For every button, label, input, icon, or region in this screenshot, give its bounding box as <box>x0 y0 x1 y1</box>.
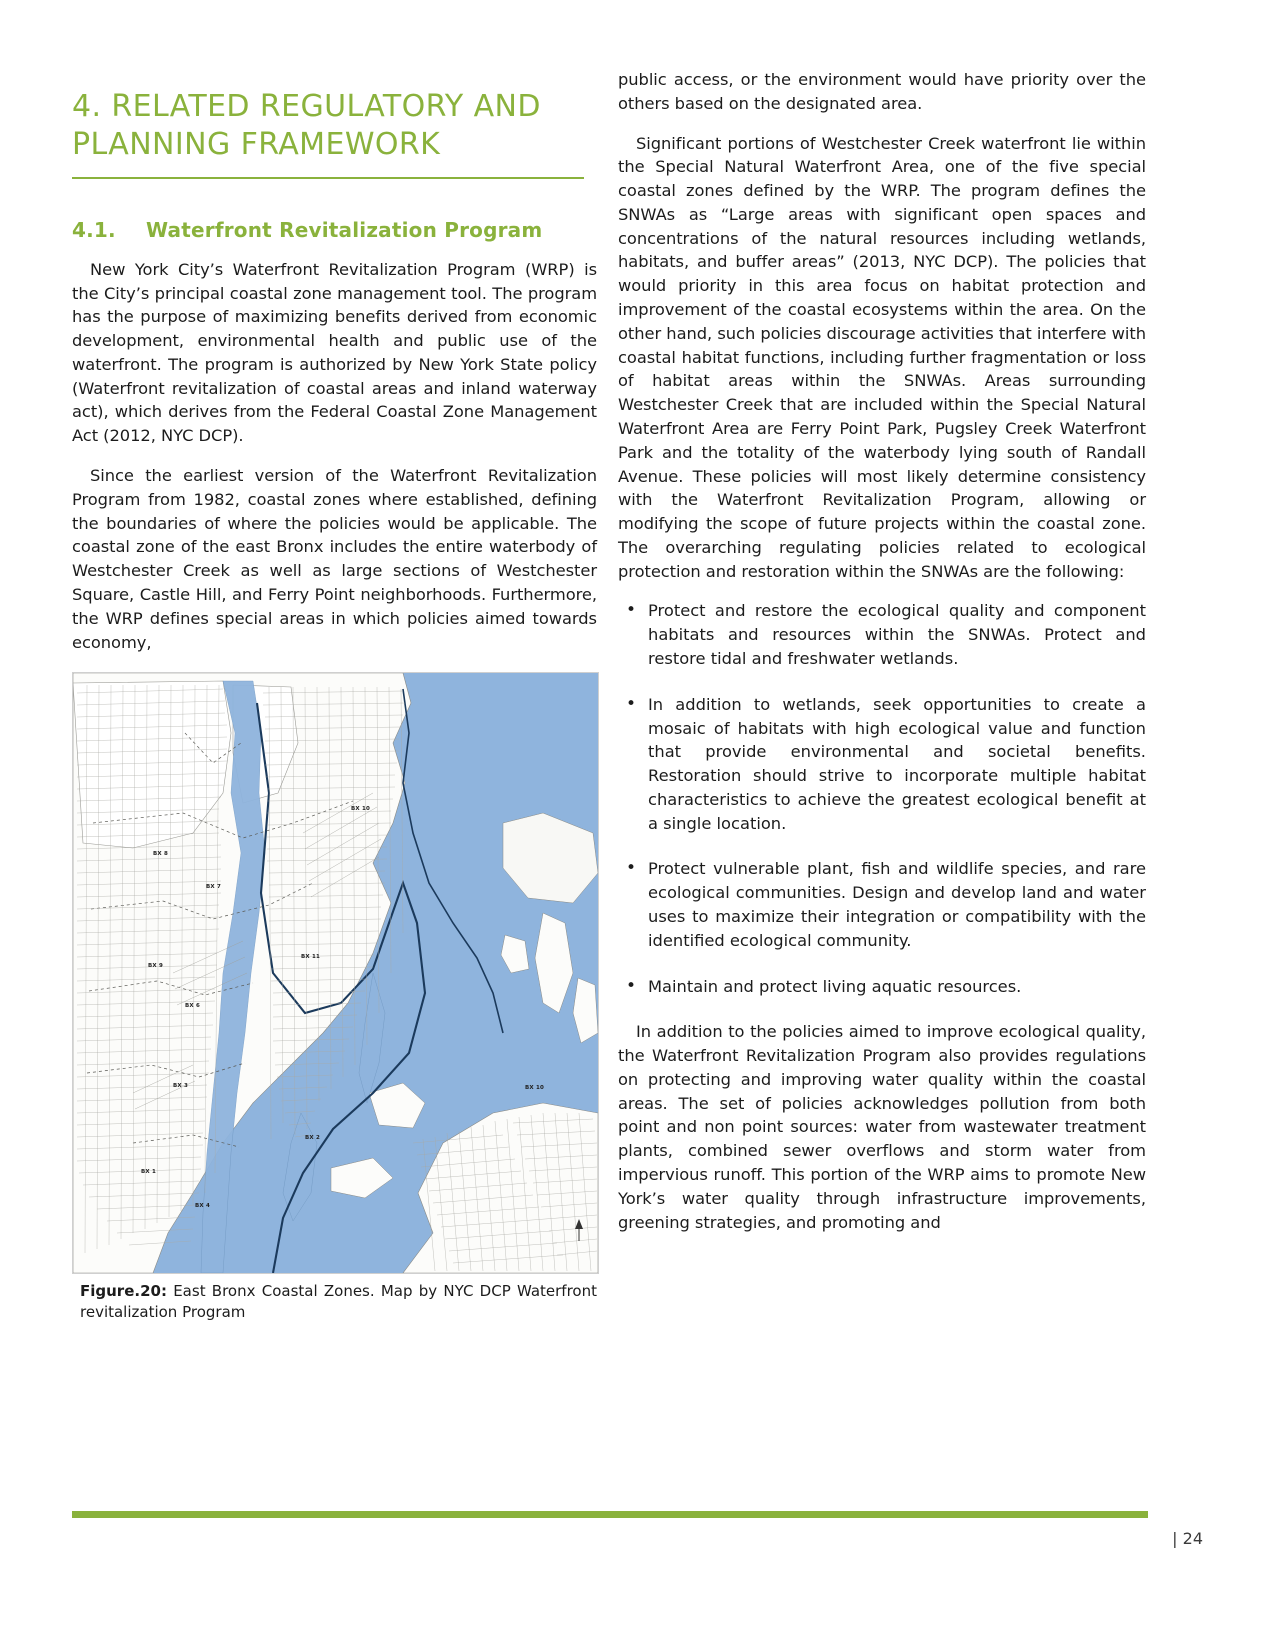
paragraph: New York City’s Waterfront Revitalization Program (WRP) is the City’s principal coastal zone management tool. The program has the purpose of maximizing benefits derived from economic development, environmental health and public use of the waterfront. The program is authorized by New York State policy (Waterfront revitalization of coastal areas and inland waterway act), which derives from the Federal Coastal Zone Management Act (2012, NYC DCP). <box>72 259 597 446</box>
paragraph: public access, or the environment would have priority over the others based on the designated area. <box>618 70 1146 113</box>
section-heading <box>72 217 597 244</box>
map-label: BX 7 <box>206 884 221 891</box>
map-label: BX 1 <box>141 1169 156 1176</box>
map-label: BX 10 <box>351 806 371 813</box>
map-label: BX 9 <box>148 963 163 970</box>
map-vector-artwork <box>73 673 598 1273</box>
paragraph: In addition to the policies aimed to improve ecological quality, the Waterfront Revitalization Program also provides regulations on protecting and improving water quality within the coastal areas. The set of policies acknowledges pollution from both point and non point sources: water from wastewater treatment plants, combined sewer overflows and storm water from impervious runoff. This portion of the WRP aims to promote New York’s water quality through infrastructure improvements, greening strategies, and promoting and <box>618 1022 1146 1232</box>
map-image <box>72 672 599 1274</box>
map-label: BX 3 <box>173 1083 188 1090</box>
figure-20 <box>72 672 597 1322</box>
map-label: BX 10 <box>525 1085 545 1092</box>
paragraph: Since the earliest version of the Waterfront Revitalization Program from 1982, coastal zones where established, defining the boundaries of where the policies would be applicable. The coastal zone of the east Bronx includes the entire waterbody of Westchester Creek as well as large sections of Westchester Square, Castle Hill, and Ferry Point neighborhoods. Furthermore, the WRP defines special areas in which policies aimed towards economy, <box>72 466 597 652</box>
map-label: BX 2 <box>305 1135 320 1142</box>
policy-list <box>618 599 1146 998</box>
figure-caption <box>72 1281 597 1322</box>
map-label: BX 11 <box>301 954 321 961</box>
left-column <box>72 88 597 1322</box>
map-label: BX 6 <box>185 1003 200 1010</box>
list-item: • Protect and restore the ecological quality and component habitats and resources within the SNWAs. Protect and restore tidal and freshwater wetlands. <box>618 599 1146 670</box>
list-item: • Protect vulnerable plant, fish and wildlife species, and rare ecological communities. Design and develop land and water uses to maximize their integration or compatibility with the identified ecological community. <box>618 857 1146 952</box>
map-label: BX 8 <box>153 851 168 858</box>
list-item: • Maintain and protect living aquatic resources. <box>618 975 1146 999</box>
section-number: 4.1. <box>72 217 116 242</box>
list-item: • In addition to wetlands, seek opportunities to create a mosaic of habitats with high ecological value and function that provide environmental and societal benefits. Restoration should strive to incorporate multiple habitat characteristics to achieve the greatest ecological benefit at a single location. <box>618 693 1146 836</box>
paragraph: Significant portions of Westchester Creek waterfront lie within the Special Natural Waterfront Area, one of the five special coastal zones defined by the WRP. The program defines the SNWAs as “Large areas with significant open spaces and concentrations of the natural resources including wetlands, habitats, and buffer areas” (2013, NYC DCP). The policies that would priority in this area focus on habitat protection and improvement of the coastal ecosystems within the area. On the other hand, such policies discourage activities that interfere with coastal habitat functions, including further fragmentation or loss of habitat areas within the SNWAs. Areas surrounding Westchester Creek that are included within the Special Natural Waterfront Area are Ferry Point Park, Pugsley Creek Waterfront Park and the totality of the waterbody lying south of Randall Avenue. These policies will most likely determine consistency with the Waterfront Revitalization Program, allowing or modifying the scope of future projects within the coastal zone. The overarching regulating policies related to ecological protection and restoration within the SNWAs are the following: <box>618 133 1146 581</box>
section-title-text: Waterfront Revitalization Program <box>146 217 543 242</box>
figure-label: Figure.20: <box>80 1282 167 1301</box>
right-column <box>618 68 1146 1250</box>
page-title: 4. RELATED REGULATORY AND PLANNING FRAMEWORK <box>72 88 584 179</box>
page-number: | 24 <box>1172 1529 1203 1548</box>
footer-divider <box>72 1511 1148 1518</box>
figure-caption-text: East Bronx Coastal Zones. Map by NYC DCP Waterfront revitalization Program <box>80 1282 597 1321</box>
map-label: BX 4 <box>195 1203 210 1210</box>
